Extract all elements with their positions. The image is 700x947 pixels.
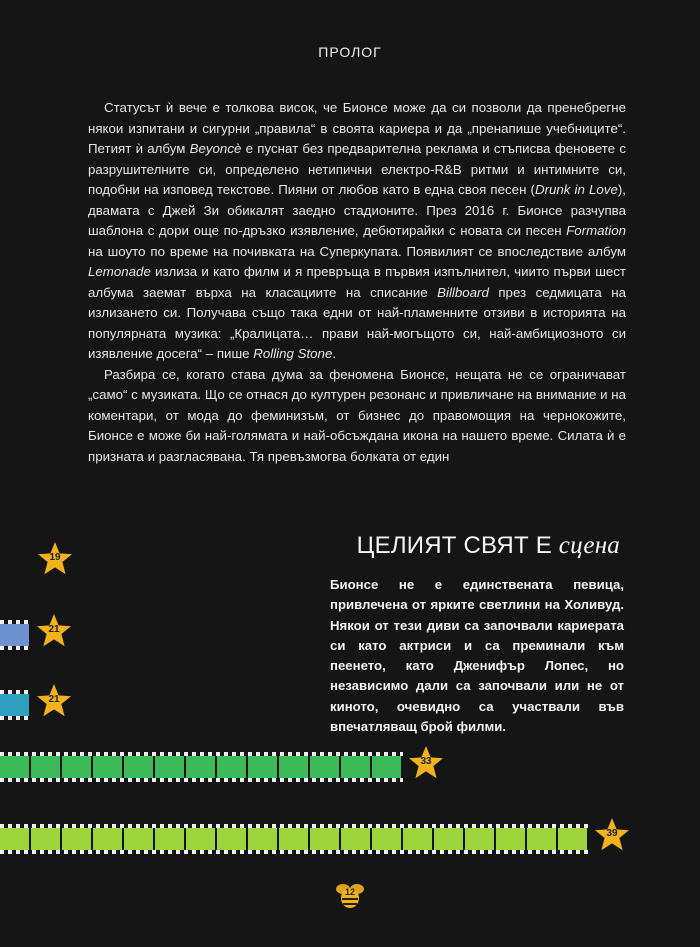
film-frame [124, 756, 155, 778]
film-count-label: 21 [48, 624, 60, 635]
section-title-script: сцена [558, 532, 620, 559]
film-frame [155, 828, 186, 850]
film-frame [62, 828, 93, 850]
section-title-plain: ЦЕЛИЯТ СВЯТ Е [356, 532, 559, 559]
film-frame [372, 756, 403, 778]
film-frame [0, 756, 31, 778]
film-strip-bar [0, 752, 403, 782]
text-run: излиза и като филм и я превръща в първия изпълнител, чиито първи шест албума заемат върха на класациите на списание [88, 264, 626, 300]
film-frame [558, 828, 589, 850]
magazine-billboard: Billboard [437, 284, 489, 300]
film-frame [0, 828, 31, 850]
film-frame [93, 828, 124, 850]
text-run: ), двамата с Джей Зи обикалят заедно стадионите. През 2016 г. Бионсе разчупва шаблона с дори още по-дръзко изявление, дебютирайки с новата си песен [88, 182, 626, 238]
film-frame [248, 756, 279, 778]
film-frame [0, 694, 31, 716]
film-frame [434, 828, 465, 850]
album-title-lemonade: Lemonade [88, 264, 151, 279]
text-run: през седмицата на излизането си. Получава също така едни от най-пламенните отзиви в историята на популярната музика: „Кралицата… прави най-могъщото си, най-амбициозното си изявление досега“ – пише [88, 284, 626, 361]
star-badge [36, 540, 74, 578]
film-strip-bar [0, 620, 31, 650]
film-frame [527, 828, 558, 850]
running-head: ПРОЛОГ [318, 44, 382, 60]
text-run: е пуснат без предварителна реклама и стъписва феновете с разрушителните си, определено нетипични електро-R&B ритми и интимните си, подобни на изповед текстове. Пияни от любов като в една своя песен ( [88, 141, 626, 197]
star-badge [35, 682, 73, 720]
section-title [350, 532, 620, 560]
film-frame [341, 828, 372, 850]
film-frame [465, 828, 496, 850]
film-frame [403, 828, 434, 850]
film-frame [310, 828, 341, 850]
film-count-label: 21 [48, 694, 60, 705]
film-count-label: 19 [49, 552, 61, 563]
film-frame [372, 828, 403, 850]
page-number-bee [334, 881, 366, 909]
section-intro: Бионсе не е единствената певица, привлечена от ярките светлини на Холивуд. Някои от тези диви са започвали кариерата си като актриси и са преминали към пеенето, като Дженифър Лопес, но независимо дали са започвали или не от киното, очевидно са участвали във впечатляващ брой филми. [330, 577, 624, 735]
album-title-beyonce: Beyoncè [189, 141, 242, 156]
film-frame [124, 828, 155, 850]
film-count-label: 39 [606, 828, 618, 839]
paragraph-1 [88, 98, 626, 365]
film-frame [31, 828, 62, 850]
film-frame [279, 828, 310, 850]
film-frame [248, 828, 279, 850]
film-frame [155, 756, 186, 778]
film-frame [279, 756, 310, 778]
song-title-formation: Formation [566, 223, 626, 238]
film-frame [217, 756, 248, 778]
star-badge [407, 744, 445, 782]
film-frame [186, 756, 217, 778]
star-badge [35, 612, 73, 650]
film-frame [496, 828, 527, 850]
text-run: на шоуто по време на почивката на Суперкупата. Появилият се впоследствие албум [88, 243, 626, 259]
star-badge [593, 816, 631, 854]
film-frame [62, 756, 93, 778]
film-count-label: 33 [420, 756, 432, 767]
film-strip-bar [0, 690, 31, 720]
film-frame [310, 756, 341, 778]
film-frame [31, 756, 62, 778]
body-text [88, 98, 626, 467]
film-frame [0, 624, 31, 646]
paragraph-2: Разбира се, когато става дума за феномена Бионсе, нещата не се ограничават „само“ с музиката. Що се отнася до културен резонанс и привличане на внимание и на коментари, от мода до феминизъм, от бизнес до правомощия на чернокожите, Бионсе е може би най-голямата и най-обсъждана икона на нашето време. Силата ѝ е призната и разгласявана. Тя превъзмогва болката от един [88, 366, 626, 464]
film-frame [186, 828, 217, 850]
film-frame [93, 756, 124, 778]
text-run: . [332, 346, 337, 361]
film-strip-bar [0, 824, 589, 854]
text-run: Статусът ѝ вече е толкова висок, че Бионсе може да си позволи да пренебрегне някои изпитани и сигурни „правила“ в своята кариера и да „пренапише учебниците“. Петият ѝ албум [88, 100, 626, 156]
page-number: 12 [344, 887, 355, 897]
magazine-rolling-stone: Rolling Stone [253, 346, 333, 361]
film-frame [341, 756, 372, 778]
song-title-drunk-in-love: Drunk in Love [534, 182, 618, 197]
film-frame [217, 828, 248, 850]
